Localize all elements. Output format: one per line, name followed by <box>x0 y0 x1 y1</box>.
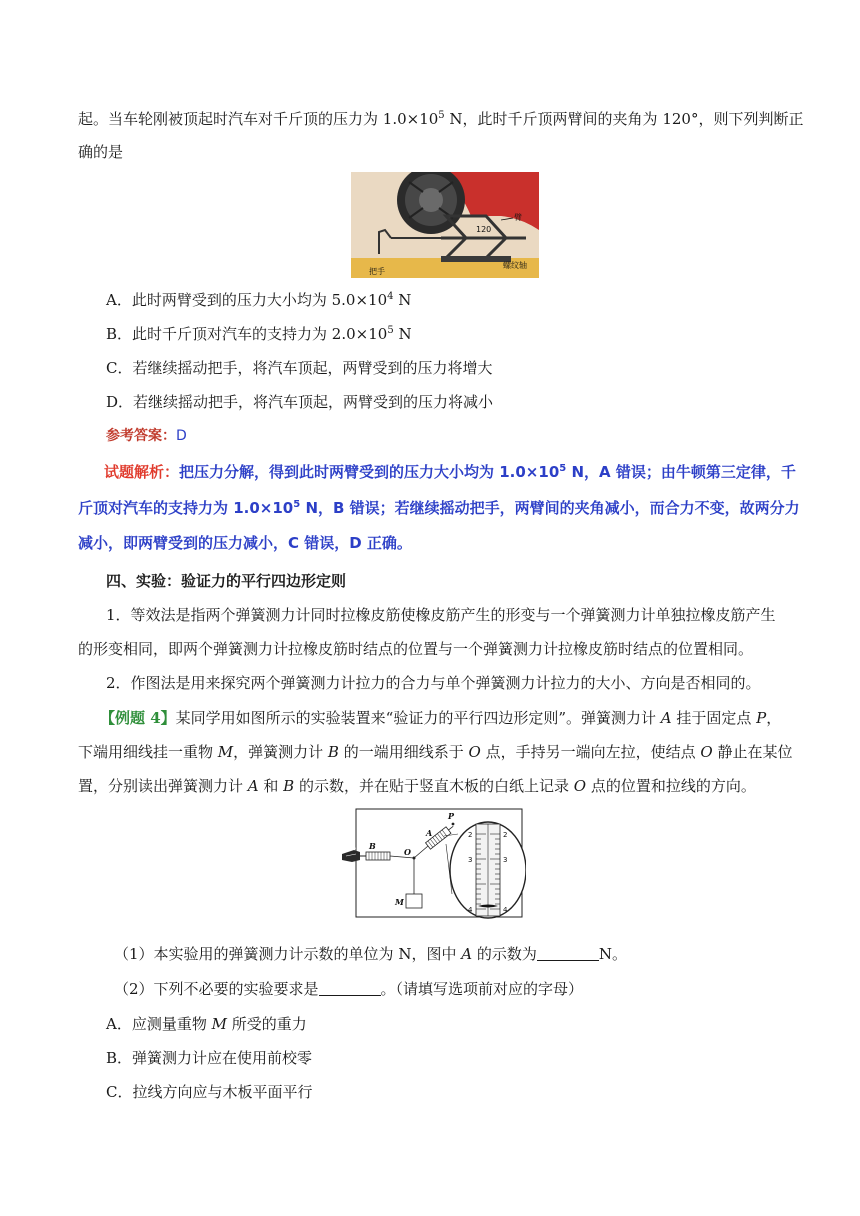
question-stem-line-2: 确的是 <box>78 143 124 161</box>
question-1: （1）本实验用的弹簧测力计示数的单位为 N，图中 A 的示数为 N。 <box>114 945 627 963</box>
jack-angle-label: 120 <box>476 225 492 234</box>
analysis-line-2: 斤顶对汽车的支持力为 $1.0\times 10^5$ N，B 错误；若继续摇动把手，两臂间的夹角减小，而合力不变，故两分力 <box>78 499 800 517</box>
option-a: A．此时两臂受到的压力大小均为 $5.0\times 10^4$ N <box>106 291 412 309</box>
answer-blank-1[interactable] <box>537 946 599 961</box>
section-heading: 四、实验：验证力的平行四边形定则 <box>106 572 347 590</box>
q2-option-c: C．拉线方向应与木板平面平行 <box>106 1083 313 1101</box>
example-line-1: 【例题 4】某同学用如图所示的实验装置来“验证力的平行四边形定则”。弹簧测力计 A 挂于固定点 P， <box>100 709 782 727</box>
paragraph-1-line-2: 的形变相同，即两个弹簧测力计拉橡皮筋时结点的位置与一个弹簧测力计拉橡皮筋时结点的位置相同。 <box>78 640 754 658</box>
apparatus-label-a: A <box>426 828 433 838</box>
apparatus-label-p: P <box>448 811 455 821</box>
apparatus-label-o: O <box>404 847 411 857</box>
answer-blank-2[interactable] <box>319 981 381 996</box>
car-jack-figure <box>351 172 539 278</box>
spring-scale-apparatus-figure <box>340 808 526 920</box>
analysis-line-3: 减小，即两臂受到的压力减小，C 错误，D 正确。 <box>78 534 412 552</box>
question-stem-line-1: 起。当车轮刚被顶起时汽车对千斤顶的压力为 $1.0\times 10^5$ N，此时千斤顶两臂间的夹角为 120°，则下列判断正 <box>78 110 804 128</box>
analysis-line-1: 试题解析：把压力分解，得到此时两臂受到的压力大小均为 $1.0\times 10^5$ N，A 错误；由牛顿第三定律，千 <box>104 463 796 481</box>
option-c: C．若继续摇动把手，将汽车顶起，两臂受到的压力将增大 <box>106 359 493 377</box>
jack-handle-label: 把手 <box>369 267 385 276</box>
example-line-3: 置，分别读出弹簧测力计 A 和 B 的示数，并在贴于竖直木板的白纸上记录 O 点的位置和拉线的方向。 <box>78 777 756 795</box>
scale-right-4: 4 <box>503 906 508 914</box>
apparatus-label-m: M <box>395 897 404 907</box>
scale-left-3: 3 <box>468 856 473 864</box>
example-line-2: 下端用细线挂一重物 M，弹簧测力计 B 的一端用细线系于 O 点，手持另一端向左拉，使结点 O 静止在某位 <box>78 743 793 761</box>
scale-right-2: 2 <box>503 831 508 839</box>
apparatus-label-b: B <box>369 841 376 851</box>
reference-answer: 参考答案：D <box>106 428 187 444</box>
option-d: D．若继续摇动把手，将汽车顶起，两臂受到的压力将减小 <box>106 393 494 411</box>
scale-right-3: 3 <box>503 856 508 864</box>
scale-left-2: 2 <box>468 831 473 839</box>
q2-option-b: B．弹簧测力计应在使用前校零 <box>106 1049 313 1067</box>
jack-arm-label: 臂 <box>514 213 522 222</box>
scale-left-4: 4 <box>468 906 473 914</box>
paragraph-2: 2．作图法是用来探究两个弹簧测力计拉力的合力与单个弹簧测力计拉力的大小、方向是否相同的。 <box>106 674 761 692</box>
jack-screw-label: 螺纹轴 <box>503 261 527 270</box>
q2-option-a: A．应测量重物 M 所受的重力 <box>106 1015 307 1033</box>
option-b: B．此时千斤顶对汽车的支持力为 $2.0\times 10^5$ N <box>106 325 412 343</box>
question-2: （2）下列不必要的实验要求是 。（请填写选项前对应的字母） <box>114 980 584 998</box>
paragraph-1-line-1: 1．等效法是指两个弹簧测力计同时拉橡皮筋使橡皮筋产生的形变与一个弹簧测力计单独拉橡皮筋产生 <box>106 606 776 624</box>
